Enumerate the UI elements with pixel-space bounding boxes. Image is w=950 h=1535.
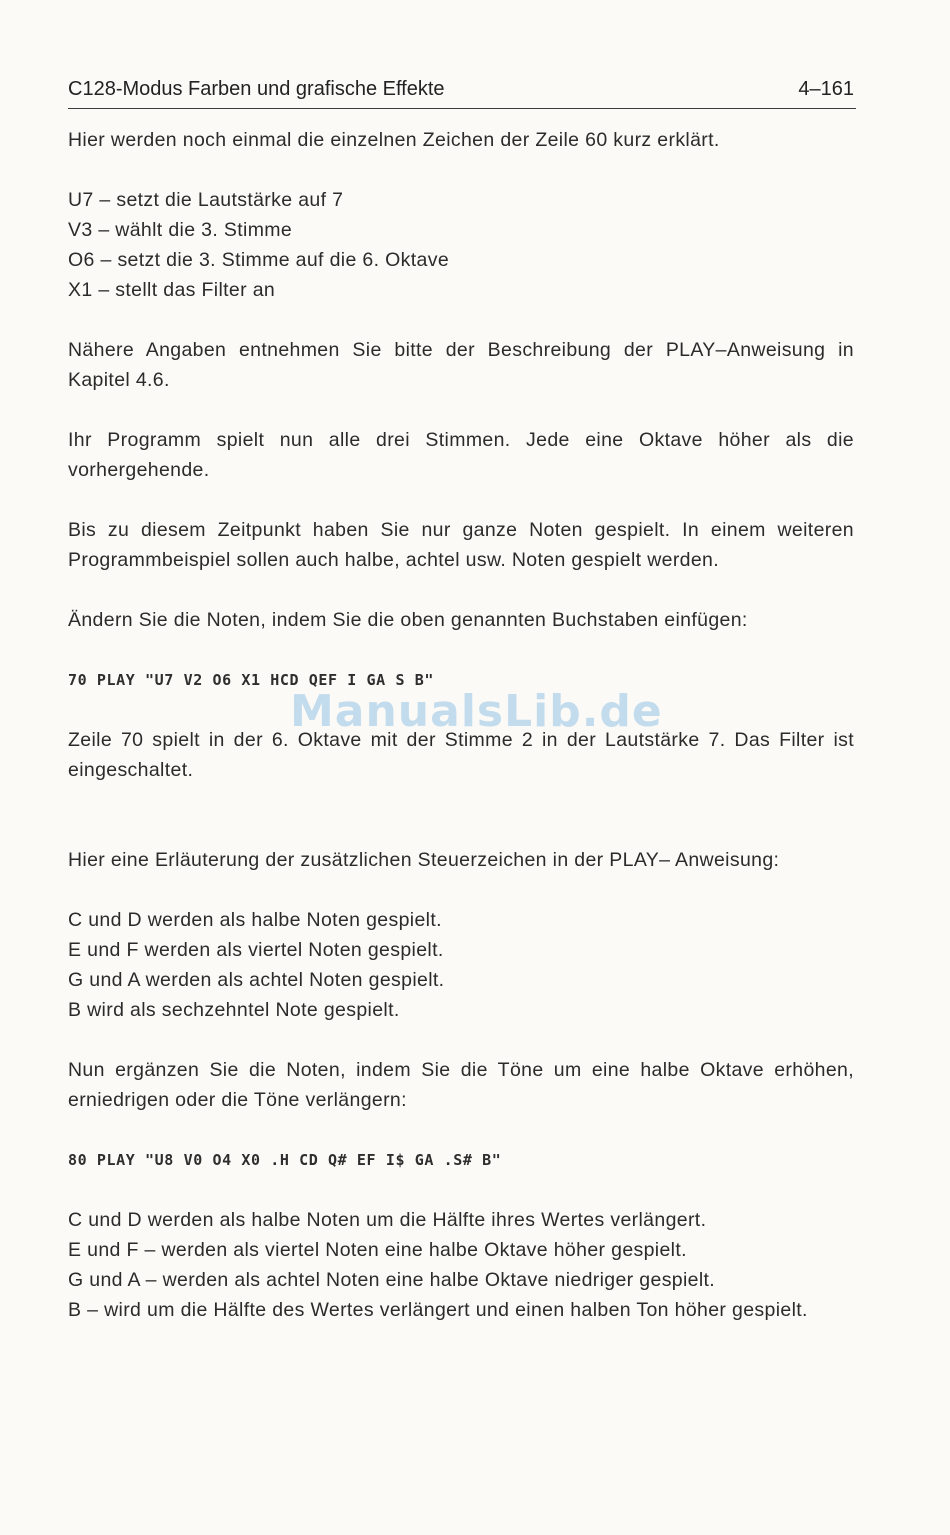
effect-item: E und F – werden als viertel Noten eine halbe Oktave höher gespielt.	[68, 1239, 687, 1261]
effect-item: G und A – werden als achtel Noten eine halbe Oktave niedriger gespielt.	[68, 1269, 716, 1291]
effect-item-last: B – wird um die Hälfte des Wertes verlängert und einen halben Ton höher gespielt.	[68, 1299, 808, 1321]
command-item: X1 – stellt das Filter an	[68, 279, 276, 301]
program-paragraph: Ihr Programm spielt nun alle drei Stimmen. Jede eine Oktave höher als die vorhergehende.	[68, 429, 854, 481]
page-header	[68, 76, 856, 109]
watermark: ManualsLib.de	[290, 686, 663, 737]
complete-paragraph: Nun ergänzen Sie die Noten, indem Sie die Töne um eine halbe Oktave erhöhen, erniedrigen oder die Töne verlängern:	[68, 1059, 854, 1111]
until-paragraph: Bis zu diesem Zeitpunkt haben Sie nur ganze Noten gespielt. In einem weiteren Programmbeispiel sollen auch halbe, achtel usw. Noten gespielt werden.	[68, 519, 854, 571]
note-length-item: B wird als sechzehntel Note gespielt.	[68, 999, 400, 1021]
chapter-title: C128-Modus Farben und grafische Effekte	[68, 78, 445, 100]
line70-paragraph: Zeile 70 spielt in der 6. Oktave mit der Stimme 2 in der Lautstärke 7. Das Filter ist eingeschaltet.	[68, 729, 854, 781]
intro-paragraph: Hier werden noch einmal die einzelnen Zeichen der Zeile 60 kurz erklärt.	[68, 129, 720, 151]
explain-paragraph: Hier eine Erläuterung der zusätzlichen Steuerzeichen in der PLAY– Anweisung:	[68, 849, 780, 871]
page-body	[68, 125, 854, 1325]
effect-item: C und D werden als halbe Noten um die Hälfte ihres Wertes verlängert.	[68, 1209, 707, 1231]
note-length-item: C und D werden als halbe Noten gespielt.	[68, 909, 442, 931]
details-paragraph: Nähere Angaben entnehmen Sie bitte der Beschreibung der PLAY–Anweisung in Kapitel 4.6.	[68, 339, 854, 391]
note-length-item: E und F werden als viertel Noten gespielt.	[68, 939, 444, 961]
code-line-80: 80 PLAY "U8 V0 O4 X0 .H CD Q# EF I$ GA .S# B"	[68, 1151, 502, 1169]
code-line-70: 70 PLAY "U7 V2 O6 X1 HCD QEF I GA S B"	[68, 671, 434, 689]
page-number: 4–161	[798, 78, 854, 100]
change-paragraph: Ändern Sie die Noten, indem Sie die oben genannten Buchstaben einfügen:	[68, 609, 748, 631]
command-item: U7 – setzt die Lautstärke auf 7	[68, 189, 344, 211]
command-item: O6 – setzt die 3. Stimme auf die 6. Oktave	[68, 249, 450, 271]
note-length-item: G und A werden als achtel Noten gespielt.	[68, 969, 445, 991]
command-item: V3 – wählt die 3. Stimme	[68, 219, 293, 241]
